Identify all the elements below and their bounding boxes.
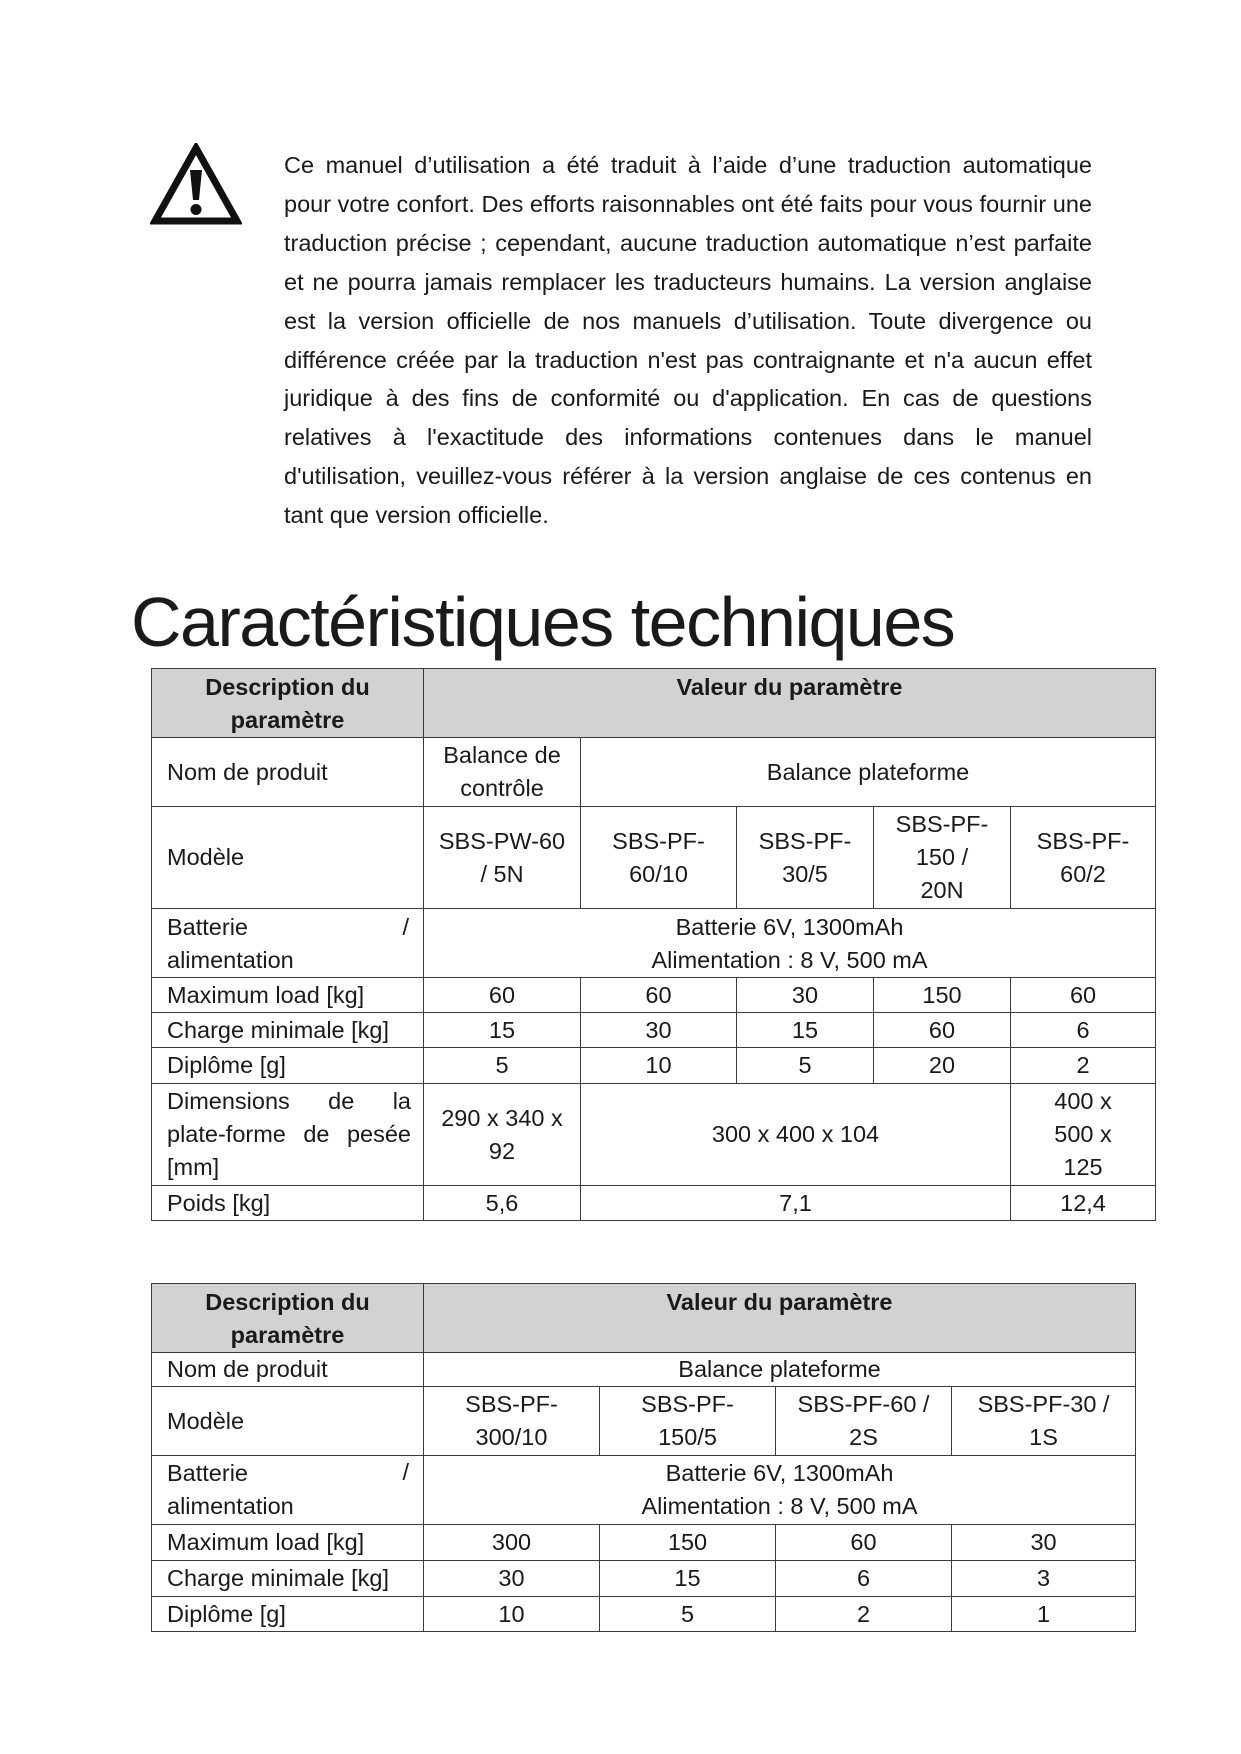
row-label: Maximum load [kg] (152, 978, 424, 1013)
max-load-value: 150 (600, 1525, 776, 1561)
model-cell: SBS-PW-60 / 5N (424, 807, 581, 909)
battery-value: Batterie 6V, 1300mAh Alimentation : 8 V, 500 mA (424, 1456, 1136, 1525)
row-label: Nom de produit (152, 1353, 424, 1387)
row-label: Batterie / alimentation (152, 1456, 424, 1525)
table-row-model (152, 807, 1156, 909)
min-load-value: 15 (424, 1013, 581, 1048)
battery-value: Batterie 6V, 1300mAh Alimentation : 8 V, 500 mA (424, 909, 1156, 978)
weight-value: 7,1 (581, 1186, 1011, 1221)
table-row-max-load (152, 978, 1156, 1013)
min-load-value: 15 (737, 1013, 874, 1048)
header-param-value: Valeur du paramètre (424, 669, 1156, 738)
model-cell: SBS-PF- 300/10 (424, 1387, 600, 1456)
header-param-value: Valeur du paramètre (424, 1284, 1136, 1353)
dimensions-value: 300 x 400 x 104 (581, 1084, 1011, 1186)
max-load-value: 30 (737, 978, 874, 1013)
product-platform: Balance plateforme (581, 738, 1156, 807)
table-row-product-name (152, 1353, 1136, 1387)
notice-text: Ce manuel d’utilisation a été traduit à l’aide d’une traduction automatique pour votre confort. Des efforts raisonnables ont été faits pour vous fournir une traduction précise ; cependant, aucune traduction automatique n’est parfaite et ne pourra jamais remplacer les traducteurs humains. La version anglaise est la version officielle de nos manuels d’utilisation. Toute divergence ou différence créée par la traduction n'est pas contraignante et n'a aucun effet juridique à des fins de conformité ou d'application. En cas de questions relatives à l'exactitude des informations contenues dans le manuel d'utilisation, veuillez-vous référer à la version anglaise de ces contenus en tant que version officielle. (284, 152, 1092, 529)
table-row-header (152, 669, 1156, 738)
model-cell: SBS-PF-30 / 1S (952, 1387, 1136, 1456)
graduation-value: 10 (424, 1597, 600, 1632)
spec-table-2 (151, 1283, 1136, 1632)
warning-icon (150, 143, 242, 227)
model-cell: SBS-PF- 150 / 20N (874, 807, 1011, 909)
max-load-value: 300 (424, 1525, 600, 1561)
table-row-weight (152, 1186, 1156, 1221)
row-label: Modèle (152, 1387, 424, 1456)
table-row-min-load (152, 1013, 1156, 1048)
graduation-value: 5 (600, 1597, 776, 1632)
model-cell: SBS-PF- 150/5 (600, 1387, 776, 1456)
spec-table-1 (151, 668, 1156, 1221)
row-label: Maximum load [kg] (152, 1525, 424, 1561)
row-label: Poids [kg] (152, 1186, 424, 1221)
row-label: Charge minimale [kg] (152, 1013, 424, 1048)
max-load-value: 60 (776, 1525, 952, 1561)
model-cell: SBS-PF- 30/5 (737, 807, 874, 909)
page-title: Caractéristiques techniques (131, 583, 955, 661)
row-label: Dimensions de la plate-forme de pesée [mm] (152, 1084, 424, 1186)
graduation-value: 5 (737, 1048, 874, 1084)
weight-value: 12,4 (1011, 1186, 1156, 1221)
min-load-value: 60 (874, 1013, 1011, 1048)
product-platform: Balance plateforme (424, 1353, 1136, 1387)
graduation-value: 10 (581, 1048, 737, 1084)
graduation-value: 20 (874, 1048, 1011, 1084)
table-row-battery (152, 1456, 1136, 1525)
max-load-value: 30 (952, 1525, 1136, 1561)
translation-notice (284, 146, 1092, 535)
graduation-value: 5 (424, 1048, 581, 1084)
graduation-value: 2 (776, 1597, 952, 1632)
max-load-value: 60 (424, 978, 581, 1013)
table-row-battery (152, 909, 1156, 978)
row-label: Modèle (152, 807, 424, 909)
row-label: Diplôme [g] (152, 1048, 424, 1084)
min-load-value: 30 (581, 1013, 737, 1048)
product-control: Balance de contrôle (424, 738, 581, 807)
max-load-value: 60 (1011, 978, 1156, 1013)
table-row-model (152, 1387, 1136, 1456)
table-row-max-load (152, 1525, 1136, 1561)
table-row-min-load (152, 1561, 1136, 1597)
header-param-desc: Description du paramètre (152, 669, 424, 738)
table-row-product-name (152, 738, 1156, 807)
model-cell: SBS-PF- 60/10 (581, 807, 737, 909)
dimensions-value: 400 x 500 x 125 (1011, 1084, 1156, 1186)
table-row-graduation (152, 1048, 1156, 1084)
graduation-value: 1 (952, 1597, 1136, 1632)
min-load-value: 30 (424, 1561, 600, 1597)
min-load-value: 6 (1011, 1013, 1156, 1048)
table-row-dimensions (152, 1084, 1156, 1186)
min-load-value: 3 (952, 1561, 1136, 1597)
row-label: Nom de produit (152, 738, 424, 807)
graduation-value: 2 (1011, 1048, 1156, 1084)
min-load-value: 6 (776, 1561, 952, 1597)
weight-value: 5,6 (424, 1186, 581, 1221)
row-label: Charge minimale [kg] (152, 1561, 424, 1597)
model-cell: SBS-PF-60 / 2S (776, 1387, 952, 1456)
table-row-graduation (152, 1597, 1136, 1632)
header-param-desc: Description du paramètre (152, 1284, 424, 1353)
min-load-value: 15 (600, 1561, 776, 1597)
table-row-header (152, 1284, 1136, 1353)
row-label: Batterie / alimentation (152, 909, 424, 978)
max-load-value: 60 (581, 978, 737, 1013)
dimensions-value: 290 x 340 x 92 (424, 1084, 581, 1186)
row-label: Diplôme [g] (152, 1597, 424, 1632)
max-load-value: 150 (874, 978, 1011, 1013)
model-cell: SBS-PF- 60/2 (1011, 807, 1156, 909)
